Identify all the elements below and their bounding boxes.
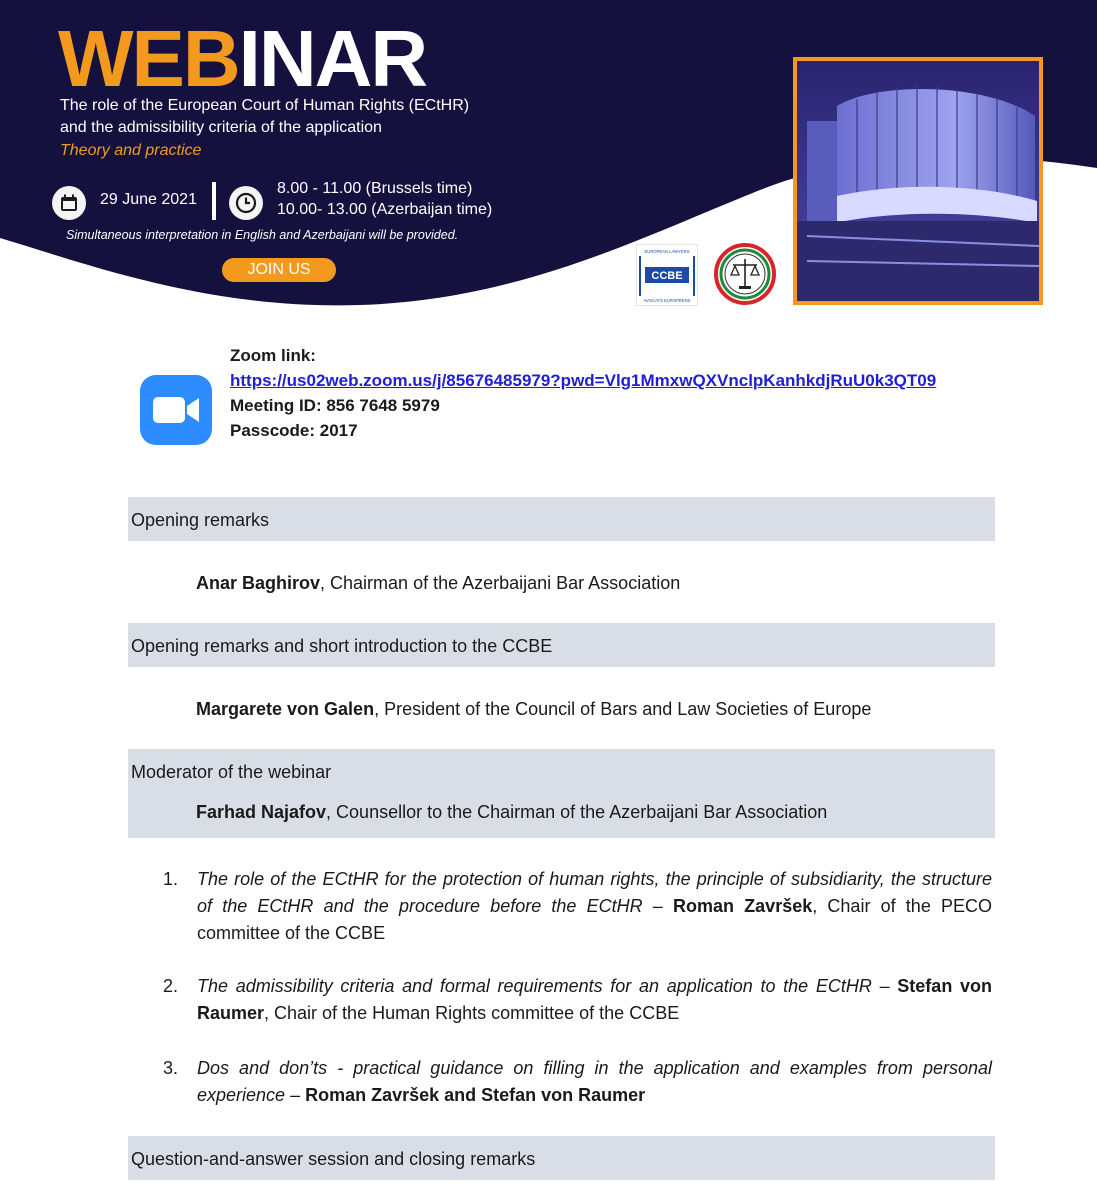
azerbaijani-bar-logo xyxy=(714,243,776,305)
agenda-item-separator: – xyxy=(285,1085,306,1105)
zoom-link[interactable]: https://us02web.zoom.us/j/85676485979?pwd=Vlg1MmxwQXVnclpKanhkdjRuU0k3QT09 xyxy=(230,371,937,390)
agenda-item-speaker: Roman Završek xyxy=(673,896,813,916)
opening-remarks-heading: Opening remarks xyxy=(131,510,270,530)
date-time-divider xyxy=(212,182,216,220)
moderator-role: , Counsellor to the Chairman of the Azerbaijani Bar Association xyxy=(326,802,828,822)
agenda-item-separator: – xyxy=(642,896,673,916)
calendar-icon xyxy=(52,186,86,220)
agenda-item-number: 3. xyxy=(163,1058,179,1078)
interpretation-note: Simultaneous interpretation in English and Azerbaijani will be provided. xyxy=(66,228,459,242)
agenda-item-topic: The role of the ECtHR for the protection of human rights, the principle of subsidiarity, the structure of the ECtHR and the procedure before the ECtHR xyxy=(197,869,992,916)
agenda-item-speaker: Stefan von Raumer xyxy=(197,976,993,1023)
agenda-item-separator: – xyxy=(871,976,898,996)
moderator-name: Farhad Najafov xyxy=(196,802,327,822)
agenda-item-topic: The admissibility criteria and formal requirements for an application to the ECtHR xyxy=(197,976,872,996)
agenda-item-speaker: Roman Završek and Stefan von Raumer xyxy=(305,1085,646,1105)
ccbe-speaker-role: , President of the Council of Bars and Law Societies of Europe xyxy=(374,699,872,719)
meeting-id: Meeting ID: 856 7648 5979 xyxy=(230,396,440,415)
agenda-item-number: 2. xyxy=(163,976,179,996)
moderator-speaker xyxy=(196,801,827,823)
agenda-item-role: , Chair of the PECO committee of the CCBE xyxy=(197,896,993,943)
subtitle-theory-practice: Theory and practice xyxy=(60,142,202,159)
time-azerbaijan: 10.00- 13.00 (Azerbaijan time) xyxy=(277,201,493,218)
opening-speaker-name: Anar Baghirov xyxy=(196,573,321,593)
ccbe-speaker xyxy=(196,698,871,720)
clock-icon xyxy=(229,186,263,220)
webinar-banner xyxy=(0,0,1097,320)
time-brussels: 8.00 - 11.00 (Brussels time) xyxy=(277,180,473,197)
ccbe-logo-top-text: EUROPEAN LAWYERS xyxy=(644,249,690,254)
passcode: Passcode: 2017 xyxy=(230,421,358,440)
ccbe-logo-text: CCBE xyxy=(651,270,683,282)
zoom-link-label: Zoom link: xyxy=(230,346,316,365)
ccbe-logo-bottom-text: AVOCATS EUROPÉENS xyxy=(643,298,691,303)
agenda-item-number: 1. xyxy=(163,869,179,889)
court-building-photo xyxy=(793,57,1043,305)
subtitle-line-2: and the admissibility criteria of the application xyxy=(60,119,382,136)
webinar-date: 29 June 2021 xyxy=(100,191,197,208)
subtitle-line-1: The role of the European Court of Human Rights (ECtHR) xyxy=(60,97,470,114)
opening-speaker xyxy=(196,572,680,594)
title-inar: INAR xyxy=(238,14,427,103)
title-web: WEB xyxy=(58,14,239,103)
moderator-heading: Moderator of the webinar xyxy=(131,762,332,782)
zoom-icon xyxy=(140,375,212,445)
agenda-item-role: , Chair of the Human Rights committee of the CCBE xyxy=(264,1003,680,1023)
ccbe-intro-heading: Opening remarks and short introduction to the CCBE xyxy=(131,636,553,656)
agenda-item-topic: Dos and don’ts - practical guidance on filling in the application and examples from personal experience xyxy=(197,1058,992,1105)
opening-speaker-role: , Chairman of the Azerbaijani Bar Association xyxy=(320,573,681,593)
webinar-title xyxy=(58,14,426,104)
join-us-button[interactable]: JOIN US xyxy=(222,258,336,282)
closing-heading: Question-and-answer session and closing remarks xyxy=(131,1149,536,1169)
ccbe-logo xyxy=(636,244,698,306)
ccbe-speaker-name: Margarete von Galen xyxy=(196,699,375,719)
